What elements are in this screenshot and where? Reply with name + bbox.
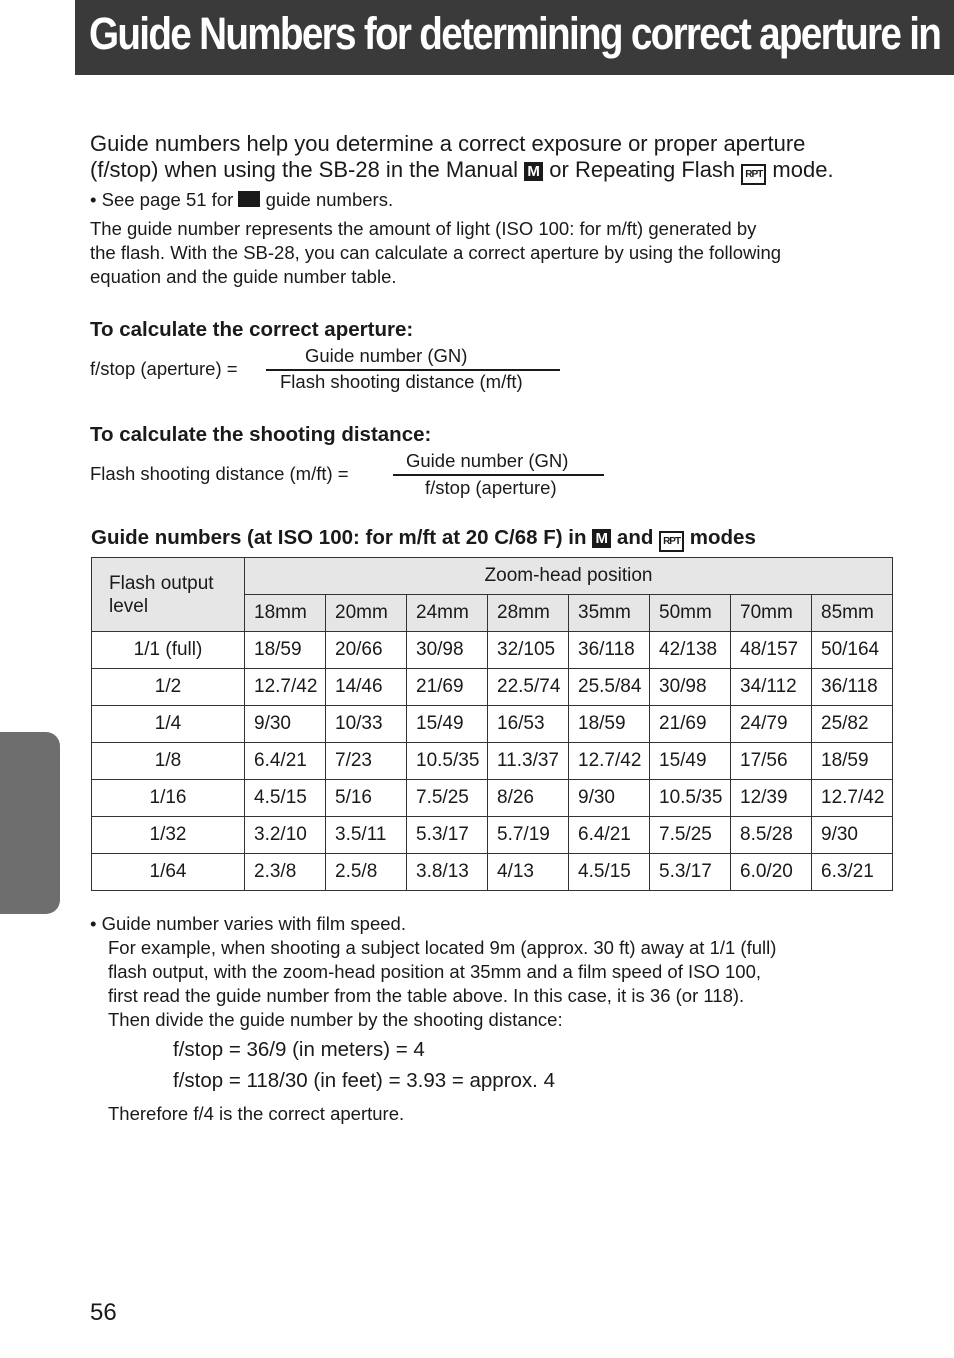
table-cell: 9/30 <box>569 780 650 817</box>
intro-line-2-c: mode. <box>772 157 834 182</box>
table-cell: 6.4/21 <box>569 817 650 854</box>
table-caption-b: and <box>616 526 654 549</box>
note-conclusion: Therefore f/4 is the correct aperture. <box>108 1103 405 1124</box>
see-page-text: • See page 51 for <box>90 189 234 210</box>
table-cell: 5.3/17 <box>407 817 488 854</box>
ttl-mode-icon <box>238 191 260 207</box>
column-header: 85mm <box>812 595 893 632</box>
table-cell: 21/69 <box>650 706 731 743</box>
table-cell: 18/59 <box>569 706 650 743</box>
table-cell: 16/53 <box>488 706 569 743</box>
corner-header <box>92 558 245 632</box>
level-cell: 1/2 <box>92 669 245 706</box>
intro-line-2-b: or Repeating Flash <box>549 157 736 182</box>
note-line-3: first read the guide number from the table above. In this case, it is 36 (or 118). <box>108 985 745 1006</box>
table-cell: 9/30 <box>245 706 326 743</box>
table-cell: 36/118 <box>812 669 893 706</box>
table-cell: 48/157 <box>731 632 812 669</box>
aperture-denominator: Flash shooting distance (m/ft) <box>280 371 523 392</box>
table-caption <box>91 526 756 552</box>
table-caption-a: Guide numbers (at ISO 100: for m/ft at 20 C/68 F) in <box>91 526 587 549</box>
table-cell: 12.7/42 <box>812 780 893 817</box>
table-cell: 22.5/74 <box>488 669 569 706</box>
table-cell: 7.5/25 <box>650 817 731 854</box>
table-cell: 42/138 <box>650 632 731 669</box>
table-row <box>92 817 893 854</box>
table-cell: 21/69 <box>407 669 488 706</box>
aperture-heading: To calculate the correct aperture: <box>90 318 414 341</box>
table-header-row-1 <box>92 558 893 595</box>
table-cell: 5.7/19 <box>488 817 569 854</box>
equation-meters: f/stop = 36/9 (in meters) = 4 <box>173 1038 425 1061</box>
repeating-flash-mode-icon: RPT <box>659 531 684 552</box>
level-cell: 1/8 <box>92 743 245 780</box>
table-row <box>92 669 893 706</box>
table-cell: 4/13 <box>488 854 569 891</box>
table-row <box>92 632 893 669</box>
level-cell: 1/4 <box>92 706 245 743</box>
table-cell: 18/59 <box>245 632 326 669</box>
table-cell: 12/39 <box>731 780 812 817</box>
table-cell: 32/105 <box>488 632 569 669</box>
table-cell: 10.5/35 <box>407 743 488 780</box>
see-page-bullet <box>90 189 393 211</box>
table-cell: 20/66 <box>326 632 407 669</box>
column-header: 18mm <box>245 595 326 632</box>
table-cell: 8.5/28 <box>731 817 812 854</box>
table-cell: 25.5/84 <box>569 669 650 706</box>
column-header: 70mm <box>731 595 812 632</box>
intro-line-1: Guide numbers help you determine a correct exposure or proper aperture <box>90 131 806 156</box>
table-row <box>92 854 893 891</box>
page-title: Guide Numbers for determining correct aperture in <box>89 8 941 59</box>
table-cell: 3.8/13 <box>407 854 488 891</box>
intro-paragraph-line-1: The guide number represents the amount of light (ISO 100: for m/ft) generated by <box>90 218 757 239</box>
level-cell: 1/64 <box>92 854 245 891</box>
table-cell: 10/33 <box>326 706 407 743</box>
column-header: 24mm <box>407 595 488 632</box>
intro-line-2 <box>90 157 834 185</box>
table-cell: 6.0/20 <box>731 854 812 891</box>
table-cell: 25/82 <box>812 706 893 743</box>
repeating-flash-mode-icon: RPT <box>741 164 766 185</box>
table-cell: 3.5/11 <box>326 817 407 854</box>
zoom-head-header: Zoom-head position <box>245 558 893 595</box>
table-cell: 8/26 <box>488 780 569 817</box>
note-line-1: For example, when shooting a subject located 9m (approx. 30 ft) away at 1/1 (full) <box>108 937 777 958</box>
distance-denominator: f/stop (aperture) <box>425 477 557 498</box>
distance-numerator: Guide number (GN) <box>406 450 569 471</box>
manual-mode-icon: M <box>592 529 611 548</box>
distance-lhs: Flash shooting distance (m/ft) = <box>90 463 349 484</box>
table-row <box>92 780 893 817</box>
table-cell: 34/112 <box>731 669 812 706</box>
table-cell: 6.3/21 <box>812 854 893 891</box>
table-cell: 5.3/17 <box>650 854 731 891</box>
guide-number-table <box>91 557 893 891</box>
level-cell: 1/16 <box>92 780 245 817</box>
column-header: 50mm <box>650 595 731 632</box>
table-cell: 36/118 <box>569 632 650 669</box>
distance-heading: To calculate the shooting distance: <box>90 423 432 446</box>
table-cell: 4.5/15 <box>569 854 650 891</box>
table-cell: 18/59 <box>812 743 893 780</box>
table-cell: 14/46 <box>326 669 407 706</box>
table-cell: 30/98 <box>650 669 731 706</box>
title-bar <box>75 0 954 75</box>
table-cell: 4.5/15 <box>245 780 326 817</box>
aperture-numerator: Guide number (GN) <box>305 345 468 366</box>
table-cell: 11.3/37 <box>488 743 569 780</box>
table-cell: 9/30 <box>812 817 893 854</box>
table-cell: 50/164 <box>812 632 893 669</box>
intro-paragraph-line-2: the flash. With the SB-28, you can calculate a correct aperture by using the following <box>90 242 782 263</box>
column-header: 20mm <box>326 595 407 632</box>
level-cell: 1/32 <box>92 817 245 854</box>
table-cell: 12.7/42 <box>245 669 326 706</box>
table-cell: 6.4/21 <box>245 743 326 780</box>
column-header: 28mm <box>488 595 569 632</box>
table-row <box>92 706 893 743</box>
note-line-2: flash output, with the zoom-head position at 35mm and a film speed of ISO 100, <box>108 961 762 982</box>
distance-fraction-bar <box>393 474 604 476</box>
corner-header-line-2: level <box>109 595 149 617</box>
table-caption-c: modes <box>689 526 756 549</box>
note-line-4: Then divide the guide number by the shooting distance: <box>108 1009 563 1030</box>
intro-paragraph-line-3: equation and the guide number table. <box>90 266 397 287</box>
table-row <box>92 743 893 780</box>
note-bullet: • Guide number varies with film speed. <box>90 913 406 934</box>
level-cell: 1/1 (full) <box>92 632 245 669</box>
table-cell: 24/79 <box>731 706 812 743</box>
table-cell: 3.2/10 <box>245 817 326 854</box>
table-cell: 17/56 <box>731 743 812 780</box>
page-number: 56 <box>90 1299 117 1326</box>
table-cell: 15/49 <box>650 743 731 780</box>
table-cell: 7/23 <box>326 743 407 780</box>
table-cell: 7.5/25 <box>407 780 488 817</box>
table-cell: 12.7/42 <box>569 743 650 780</box>
corner-header-line-1: Flash output <box>109 572 214 594</box>
table-cell: 2.5/8 <box>326 854 407 891</box>
table-cell: 15/49 <box>407 706 488 743</box>
table-cell: 5/16 <box>326 780 407 817</box>
table-cell: 2.3/8 <box>245 854 326 891</box>
column-header: 35mm <box>569 595 650 632</box>
aperture-lhs: f/stop (aperture) = <box>90 358 238 379</box>
intro-line-2-a: (f/stop) when using the SB-28 in the Manual <box>90 157 519 182</box>
section-tab <box>0 732 60 914</box>
guide-numbers-text: guide numbers. <box>265 189 394 210</box>
table-cell: 10.5/35 <box>650 780 731 817</box>
manual-mode-icon: M <box>524 162 543 181</box>
table-cell: 30/98 <box>407 632 488 669</box>
equation-feet: f/stop = 118/30 (in feet) = 3.93 = approx. 4 <box>173 1069 555 1092</box>
